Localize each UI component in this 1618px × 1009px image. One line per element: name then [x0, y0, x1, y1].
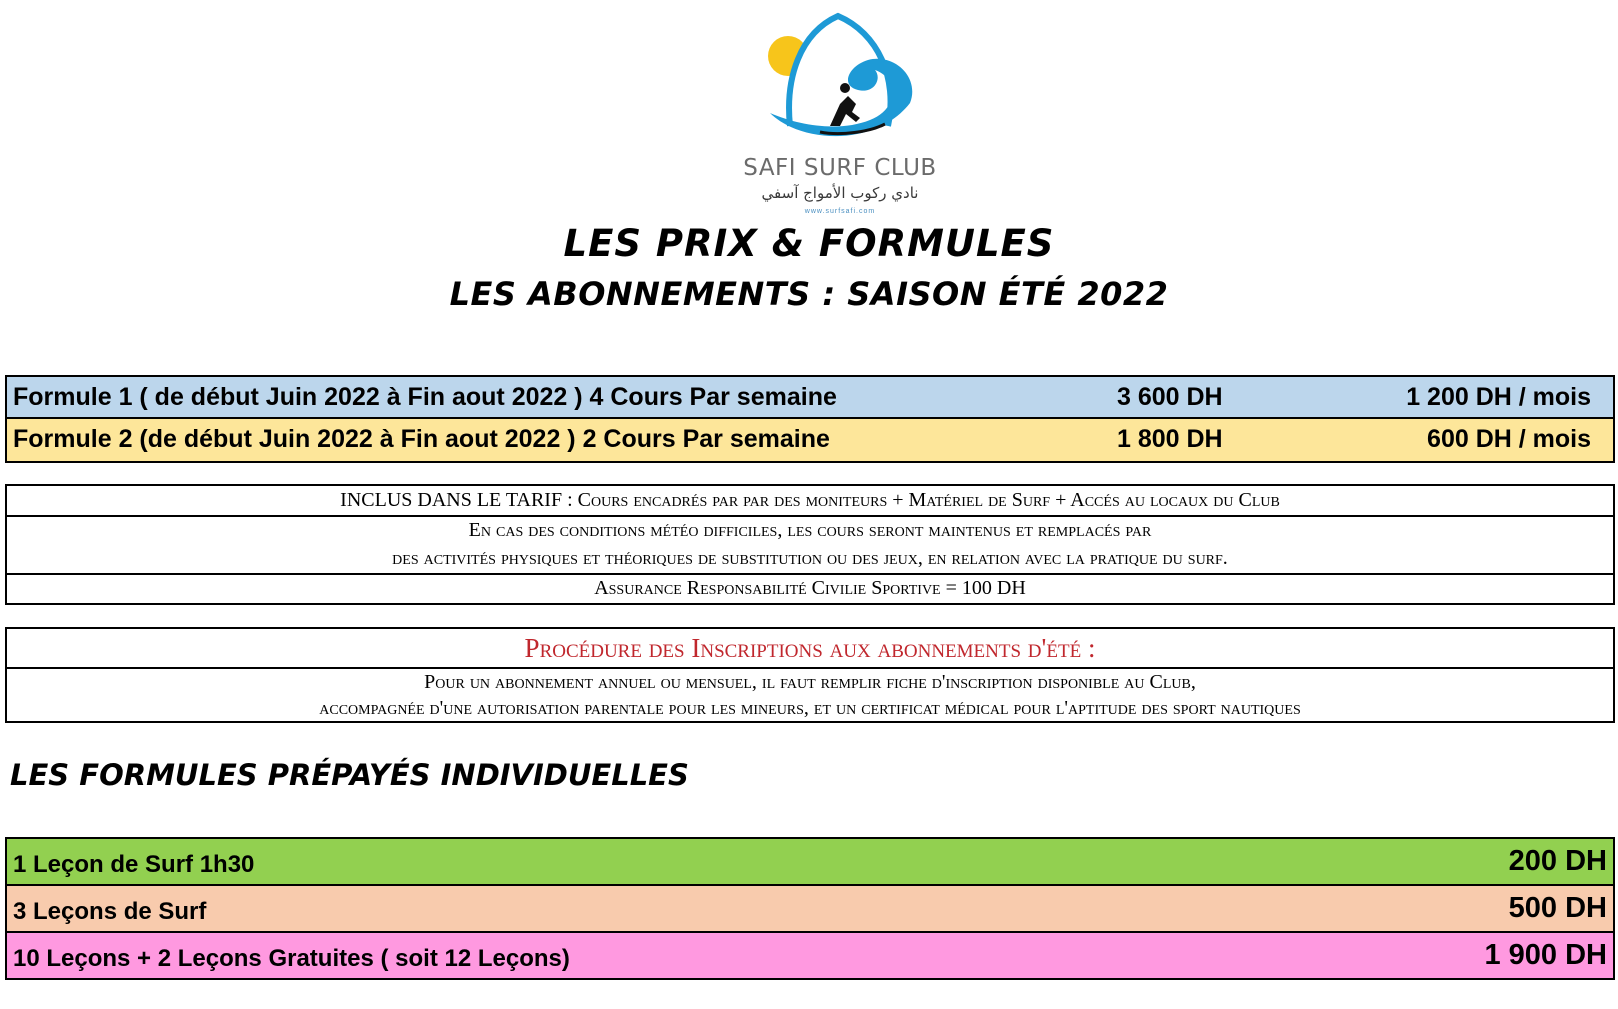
lesson-label: 10 Leçons + 2 Leçons Gratuites ( soit 12 Leçons) — [13, 945, 570, 972]
registration-procedure-box — [5, 627, 1615, 723]
logo-arabic-name: نادي ركوب الأمواج آسفي — [761, 184, 919, 202]
lesson-row — [7, 933, 1613, 978]
formula-total: 3 600 DH — [1117, 383, 1223, 411]
page-title: LES PRIX & FORMULES — [563, 222, 1055, 265]
prepaid-lessons-table — [5, 837, 1615, 980]
club-logo — [740, 8, 940, 223]
lesson-price: 1 900 DH — [1484, 939, 1607, 971]
included-text: INCLUS DANS LE TARIF : Cours encadrés par par des moniteurs + Matériel de Surf + Accés au locaux du Club — [7, 486, 1613, 517]
lesson-price: 200 DH — [1508, 845, 1607, 877]
logo-name: SAFI SURF CLUB — [743, 155, 937, 181]
subscription-table — [5, 375, 1615, 463]
formula-label: Formule 2 (de début Juin 2022 à Fin aout 2022 ) 2 Cours Par semaine — [13, 425, 830, 453]
procedure-title: Procédure des Inscriptions aux abonnements d'été : — [7, 629, 1613, 669]
insurance-text: Assurance Responsabilité Civilie Sportive = 100 DH — [594, 577, 1026, 599]
included-info-box — [5, 484, 1615, 605]
lesson-price: 500 DH — [1508, 892, 1607, 924]
surf-logo-icon — [760, 8, 920, 153]
weather-text-line-1: En cas des conditions météo difficiles, les cours seront maintenus et remplacés par — [468, 519, 1152, 541]
weather-text-line-2: des activités physiques et théoriques de substitution ou des jeux, en relation avec la pratique du surf. — [7, 544, 1613, 575]
formula-row-1 — [7, 377, 1613, 419]
formula-monthly: 1 200 DH / mois — [1406, 383, 1591, 411]
formula-label: Formule 1 ( de début Juin 2022 à Fin aout 2022 ) 4 Cours Par semaine — [13, 383, 837, 411]
page-subtitle: LES ABONNEMENTS : SAISON ÉTÉ 2022 — [449, 275, 1169, 313]
formula-row-2 — [7, 419, 1613, 461]
prepaid-section-title: LES FORMULES PRÉPAYÉS INDIVIDUELLES — [10, 758, 689, 792]
procedure-line-2: accompagnée d'une autorisation parentale pour les mineurs, et un certificat médical pour l'aptitude des sport nautiques — [319, 697, 1301, 719]
logo-url: www.surfsafi.com — [804, 208, 876, 215]
procedure-line-1: Pour un abonnement annuel ou mensuel, il faut remplir fiche d'inscription disponible au Club, — [424, 671, 1196, 693]
lesson-row — [7, 886, 1613, 933]
formula-monthly: 600 DH / mois — [1427, 425, 1591, 453]
formula-total: 1 800 DH — [1117, 425, 1223, 453]
lesson-label: 1 Leçon de Surf 1h30 — [13, 851, 255, 878]
lesson-label: 3 Leçons de Surf — [13, 898, 207, 925]
lesson-row — [7, 839, 1613, 886]
